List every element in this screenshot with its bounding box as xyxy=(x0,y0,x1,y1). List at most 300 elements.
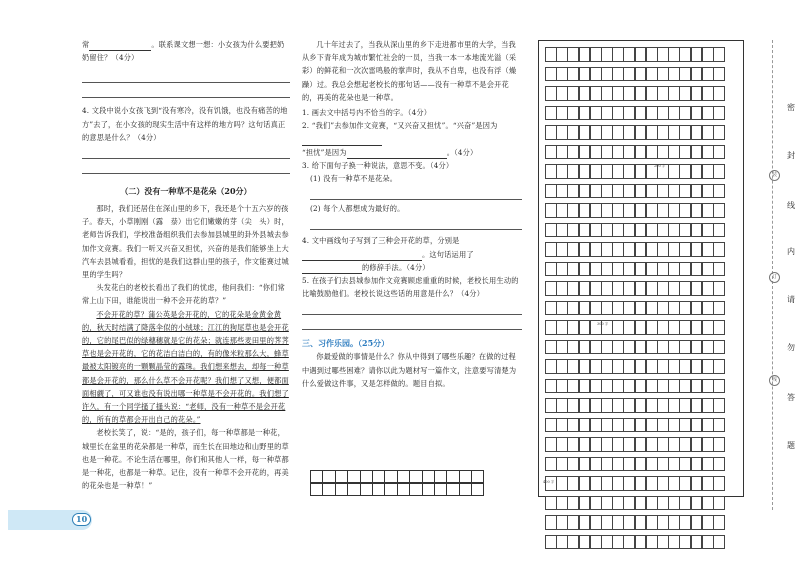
grid-cell[interactable] xyxy=(702,496,714,511)
grid-cell[interactable] xyxy=(702,359,714,374)
grid-cell[interactable] xyxy=(601,515,613,530)
grid-cell[interactable] xyxy=(668,67,680,82)
grid-cell[interactable] xyxy=(691,457,703,472)
grid-cell[interactable] xyxy=(545,398,557,413)
grid-cell[interactable] xyxy=(657,418,669,433)
answer-line[interactable] xyxy=(310,215,522,230)
grid-cell[interactable] xyxy=(635,262,647,277)
grid-cell[interactable] xyxy=(556,281,568,296)
grid-cell[interactable] xyxy=(335,483,348,496)
grid-cell[interactable] xyxy=(713,496,725,511)
grid-cell[interactable] xyxy=(623,145,635,160)
grid-cell[interactable] xyxy=(623,340,635,355)
grid-cell[interactable] xyxy=(590,515,602,530)
grid-cell[interactable] xyxy=(657,340,669,355)
grid-cell[interactable] xyxy=(679,67,691,82)
grid-cell[interactable] xyxy=(657,242,669,257)
grid-cell[interactable] xyxy=(657,379,669,394)
grid-cell[interactable] xyxy=(635,145,647,160)
grid-cell[interactable] xyxy=(702,184,714,199)
grid-cell[interactable] xyxy=(679,379,691,394)
grid-cell[interactable] xyxy=(601,359,613,374)
grid-cell[interactable] xyxy=(635,242,647,257)
grid-cell[interactable] xyxy=(646,535,658,550)
grid-cell[interactable] xyxy=(691,125,703,140)
grid-cell[interactable] xyxy=(691,359,703,374)
grid-cell[interactable] xyxy=(556,223,568,238)
grid-cell[interactable] xyxy=(623,281,635,296)
grid-cell[interactable] xyxy=(657,67,669,82)
grid-cell[interactable] xyxy=(623,379,635,394)
grid-cell[interactable] xyxy=(590,106,602,121)
grid-cell[interactable] xyxy=(635,496,647,511)
grid-cell[interactable] xyxy=(545,418,557,433)
grid-cell[interactable] xyxy=(601,301,613,316)
grid-cell[interactable] xyxy=(679,242,691,257)
grid-cell[interactable] xyxy=(579,476,591,491)
grid-cell[interactable] xyxy=(713,379,725,394)
grid-cell[interactable] xyxy=(556,67,568,82)
grid-cell[interactable] xyxy=(646,262,658,277)
grid-cell[interactable] xyxy=(567,67,579,82)
grid-cell[interactable] xyxy=(556,320,568,335)
grid-cell[interactable] xyxy=(459,470,472,483)
grid-cell[interactable] xyxy=(646,223,658,238)
grid-cell[interactable] xyxy=(679,47,691,62)
grid-cell[interactable] xyxy=(612,86,624,101)
grid-cell[interactable] xyxy=(567,47,579,62)
grid-cell[interactable] xyxy=(556,164,568,179)
grid-cell[interactable] xyxy=(691,515,703,530)
grid-cell[interactable] xyxy=(579,418,591,433)
grid-cell[interactable] xyxy=(590,496,602,511)
grid-cell[interactable] xyxy=(691,67,703,82)
grid-cell[interactable] xyxy=(713,457,725,472)
grid-cell[interactable] xyxy=(567,223,579,238)
grid-cell[interactable] xyxy=(623,476,635,491)
grid-cell[interactable] xyxy=(471,483,484,496)
grid-cell[interactable] xyxy=(556,418,568,433)
grid-cell[interactable] xyxy=(601,535,613,550)
grid-cell[interactable] xyxy=(668,340,680,355)
grid-cell[interactable] xyxy=(713,125,725,140)
grid-cell[interactable] xyxy=(601,437,613,452)
grid-cell[interactable] xyxy=(679,125,691,140)
grid-cell[interactable] xyxy=(635,164,647,179)
grid-cell[interactable] xyxy=(646,457,658,472)
grid-cell[interactable] xyxy=(657,476,669,491)
grid-cell[interactable] xyxy=(657,184,669,199)
grid-cell[interactable] xyxy=(545,340,557,355)
grid-cell[interactable] xyxy=(623,203,635,218)
grid-cell[interactable] xyxy=(713,535,725,550)
grid-cell[interactable] xyxy=(691,106,703,121)
grid-cell[interactable] xyxy=(567,184,579,199)
grid-cell[interactable] xyxy=(679,106,691,121)
grid-cell[interactable] xyxy=(372,483,385,496)
grid-cell[interactable] xyxy=(702,223,714,238)
grid-cell[interactable] xyxy=(691,496,703,511)
grid-cell[interactable] xyxy=(623,184,635,199)
grid-cell[interactable] xyxy=(635,106,647,121)
grid-cell[interactable] xyxy=(601,106,613,121)
grid-cell[interactable] xyxy=(691,242,703,257)
grid-cell[interactable] xyxy=(668,398,680,413)
grid-cell[interactable] xyxy=(590,145,602,160)
grid-cell[interactable] xyxy=(679,262,691,277)
grid-cell[interactable] xyxy=(635,301,647,316)
grid-cell[interactable] xyxy=(691,340,703,355)
grid-cell[interactable] xyxy=(657,535,669,550)
grid-cell[interactable] xyxy=(612,145,624,160)
grid-cell[interactable] xyxy=(623,320,635,335)
grid-cell[interactable] xyxy=(567,281,579,296)
grid-cell[interactable] xyxy=(713,145,725,160)
grid-cell[interactable] xyxy=(657,47,669,62)
grid-cell[interactable] xyxy=(434,470,447,483)
grid-cell[interactable] xyxy=(713,242,725,257)
grid-cell[interactable] xyxy=(623,164,635,179)
grid-cell[interactable] xyxy=(397,483,410,496)
grid-cell[interactable] xyxy=(713,359,725,374)
grid-cell[interactable] xyxy=(702,476,714,491)
grid-cell[interactable] xyxy=(601,67,613,82)
grid-cell[interactable] xyxy=(579,106,591,121)
grid-cell[interactable] xyxy=(679,86,691,101)
grid-cell[interactable] xyxy=(556,457,568,472)
grid-cell[interactable] xyxy=(668,476,680,491)
grid-cell[interactable] xyxy=(579,535,591,550)
grid-cell[interactable] xyxy=(590,437,602,452)
grid-cell[interactable] xyxy=(702,437,714,452)
grid-cell[interactable] xyxy=(545,496,557,511)
grid-cell[interactable] xyxy=(612,67,624,82)
grid-cell[interactable] xyxy=(579,86,591,101)
grid-cell[interactable] xyxy=(556,379,568,394)
grid-cell[interactable] xyxy=(556,242,568,257)
grid-cell[interactable] xyxy=(446,470,459,483)
grid-cell[interactable] xyxy=(646,301,658,316)
answer-blank[interactable] xyxy=(302,264,362,274)
grid-cell[interactable] xyxy=(713,437,725,452)
grid-cell[interactable] xyxy=(612,184,624,199)
grid-cell[interactable] xyxy=(612,398,624,413)
answer-line[interactable] xyxy=(82,68,290,83)
grid-cell[interactable] xyxy=(384,483,397,496)
grid-cell[interactable] xyxy=(601,262,613,277)
grid-cell[interactable] xyxy=(612,496,624,511)
grid-cell[interactable] xyxy=(668,418,680,433)
grid-cell[interactable] xyxy=(545,242,557,257)
grid-cell[interactable] xyxy=(579,398,591,413)
grid-cell[interactable] xyxy=(590,242,602,257)
grid-cell[interactable] xyxy=(601,184,613,199)
grid-cell[interactable] xyxy=(713,320,725,335)
grid-cell[interactable] xyxy=(657,359,669,374)
grid-cell[interactable] xyxy=(691,418,703,433)
grid-cell[interactable] xyxy=(322,483,335,496)
grid-cell[interactable] xyxy=(409,470,422,483)
grid-cell[interactable] xyxy=(702,535,714,550)
grid-cell[interactable] xyxy=(601,242,613,257)
grid-cell[interactable] xyxy=(691,203,703,218)
grid-cell[interactable] xyxy=(556,301,568,316)
grid-cell[interactable] xyxy=(579,496,591,511)
grid-cell[interactable] xyxy=(646,145,658,160)
grid-cell[interactable] xyxy=(668,281,680,296)
grid-cell[interactable] xyxy=(679,535,691,550)
grid-cell[interactable] xyxy=(646,359,658,374)
composition-start-grid[interactable] xyxy=(310,470,498,496)
grid-cell[interactable] xyxy=(601,476,613,491)
grid-cell[interactable] xyxy=(646,47,658,62)
grid-cell[interactable] xyxy=(635,47,647,62)
grid-cell[interactable] xyxy=(409,483,422,496)
answer-line[interactable] xyxy=(302,315,522,330)
grid-cell[interactable] xyxy=(471,470,484,483)
grid-cell[interactable] xyxy=(702,106,714,121)
grid-cell[interactable] xyxy=(567,203,579,218)
grid-cell[interactable] xyxy=(679,496,691,511)
grid-cell[interactable] xyxy=(567,476,579,491)
grid-cell[interactable] xyxy=(679,320,691,335)
grid-cell[interactable] xyxy=(601,340,613,355)
grid-cell[interactable] xyxy=(635,379,647,394)
grid-cell[interactable] xyxy=(657,281,669,296)
grid-cell[interactable] xyxy=(579,359,591,374)
grid-cell[interactable] xyxy=(612,47,624,62)
grid-cell[interactable] xyxy=(579,340,591,355)
grid-cell[interactable] xyxy=(590,223,602,238)
grid-cell[interactable] xyxy=(635,86,647,101)
grid-cell[interactable] xyxy=(646,340,658,355)
grid-cell[interactable] xyxy=(646,281,658,296)
grid-cell[interactable] xyxy=(713,184,725,199)
grid-cell[interactable] xyxy=(668,457,680,472)
grid-cell[interactable] xyxy=(679,164,691,179)
grid-cell[interactable] xyxy=(713,281,725,296)
grid-cell[interactable] xyxy=(646,476,658,491)
grid-cell[interactable] xyxy=(623,106,635,121)
grid-cell[interactable] xyxy=(590,457,602,472)
grid-cell[interactable] xyxy=(691,476,703,491)
grid-cell[interactable] xyxy=(590,281,602,296)
grid-cell[interactable] xyxy=(635,320,647,335)
grid-cell[interactable] xyxy=(601,223,613,238)
grid-cell[interactable] xyxy=(691,164,703,179)
grid-cell[interactable] xyxy=(668,437,680,452)
grid-cell[interactable] xyxy=(384,470,397,483)
grid-cell[interactable] xyxy=(635,398,647,413)
grid-cell[interactable] xyxy=(713,515,725,530)
grid-cell[interactable] xyxy=(612,535,624,550)
grid-cell[interactable] xyxy=(646,515,658,530)
grid-cell[interactable] xyxy=(713,47,725,62)
grid-cell[interactable] xyxy=(691,86,703,101)
grid-cell[interactable] xyxy=(567,125,579,140)
grid-cell[interactable] xyxy=(668,515,680,530)
grid-cell[interactable] xyxy=(702,457,714,472)
grid-cell[interactable] xyxy=(556,515,568,530)
grid-cell[interactable] xyxy=(590,535,602,550)
grid-cell[interactable] xyxy=(590,184,602,199)
grid-cell[interactable] xyxy=(691,320,703,335)
grid-cell[interactable] xyxy=(567,398,579,413)
grid-cell[interactable] xyxy=(590,203,602,218)
grid-cell[interactable] xyxy=(635,437,647,452)
grid-cell[interactable] xyxy=(601,379,613,394)
grid-cell[interactable] xyxy=(579,145,591,160)
grid-cell[interactable] xyxy=(713,86,725,101)
grid-cell[interactable] xyxy=(545,164,557,179)
grid-cell[interactable] xyxy=(579,515,591,530)
grid-cell[interactable] xyxy=(668,301,680,316)
grid-cell[interactable] xyxy=(668,125,680,140)
grid-cell[interactable] xyxy=(579,223,591,238)
grid-cell[interactable] xyxy=(545,125,557,140)
grid-cell[interactable] xyxy=(612,203,624,218)
grid-cell[interactable] xyxy=(556,359,568,374)
grid-cell[interactable] xyxy=(635,476,647,491)
grid-cell[interactable] xyxy=(545,457,557,472)
grid-cell[interactable] xyxy=(668,320,680,335)
grid-cell[interactable] xyxy=(567,301,579,316)
grid-cell[interactable] xyxy=(623,398,635,413)
grid-cell[interactable] xyxy=(668,164,680,179)
grid-cell[interactable] xyxy=(635,223,647,238)
grid-cell[interactable] xyxy=(623,418,635,433)
grid-cell[interactable] xyxy=(679,340,691,355)
grid-cell[interactable] xyxy=(646,67,658,82)
grid-cell[interactable] xyxy=(556,340,568,355)
grid-cell[interactable] xyxy=(310,470,323,483)
grid-cell[interactable] xyxy=(679,515,691,530)
grid-cell[interactable] xyxy=(702,67,714,82)
grid-cell[interactable] xyxy=(702,379,714,394)
grid-cell[interactable] xyxy=(646,106,658,121)
grid-cell[interactable] xyxy=(545,535,557,550)
grid-cell[interactable] xyxy=(567,437,579,452)
grid-cell[interactable] xyxy=(567,379,579,394)
grid-cell[interactable] xyxy=(567,515,579,530)
grid-cell[interactable] xyxy=(657,437,669,452)
grid-cell[interactable] xyxy=(691,437,703,452)
grid-cell[interactable] xyxy=(702,320,714,335)
grid-cell[interactable] xyxy=(590,86,602,101)
grid-cell[interactable] xyxy=(567,86,579,101)
grid-cell[interactable] xyxy=(713,301,725,316)
grid-cell[interactable] xyxy=(567,106,579,121)
answer-blank[interactable] xyxy=(302,136,382,146)
grid-cell[interactable] xyxy=(635,203,647,218)
grid-cell[interactable] xyxy=(635,184,647,199)
grid-cell[interactable] xyxy=(590,359,602,374)
grid-cell[interactable] xyxy=(601,203,613,218)
grid-cell[interactable] xyxy=(612,125,624,140)
grid-cell[interactable] xyxy=(545,301,557,316)
grid-cell[interactable] xyxy=(612,281,624,296)
grid-cell[interactable] xyxy=(545,437,557,452)
grid-cell[interactable] xyxy=(657,203,669,218)
grid-cell[interactable] xyxy=(579,242,591,257)
grid-cell[interactable] xyxy=(668,203,680,218)
grid-cell[interactable] xyxy=(713,106,725,121)
grid-cell[interactable] xyxy=(612,457,624,472)
grid-cell[interactable] xyxy=(556,145,568,160)
grid-cell[interactable] xyxy=(646,418,658,433)
answer-line[interactable] xyxy=(82,159,290,174)
grid-cell[interactable] xyxy=(556,184,568,199)
grid-cell[interactable] xyxy=(590,125,602,140)
grid-cell[interactable] xyxy=(567,418,579,433)
grid-cell[interactable] xyxy=(623,496,635,511)
grid-cell[interactable] xyxy=(635,67,647,82)
grid-cell[interactable] xyxy=(623,223,635,238)
grid-cell[interactable] xyxy=(545,203,557,218)
grid-cell[interactable] xyxy=(579,281,591,296)
grid-cell[interactable] xyxy=(612,418,624,433)
grid-cell[interactable] xyxy=(567,457,579,472)
grid-cell[interactable] xyxy=(612,340,624,355)
grid-cell[interactable] xyxy=(347,470,360,483)
grid-cell[interactable] xyxy=(646,379,658,394)
grid-cell[interactable] xyxy=(679,301,691,316)
grid-cell[interactable] xyxy=(579,125,591,140)
grid-cell[interactable] xyxy=(657,398,669,413)
grid-cell[interactable] xyxy=(679,457,691,472)
grid-cell[interactable] xyxy=(556,535,568,550)
grid-cell[interactable] xyxy=(702,86,714,101)
grid-cell[interactable] xyxy=(713,203,725,218)
grid-cell[interactable] xyxy=(679,203,691,218)
answer-line[interactable] xyxy=(310,185,522,200)
grid-cell[interactable] xyxy=(556,496,568,511)
grid-cell[interactable] xyxy=(635,125,647,140)
grid-cell[interactable] xyxy=(567,359,579,374)
grid-cell[interactable] xyxy=(713,67,725,82)
grid-cell[interactable] xyxy=(646,184,658,199)
grid-cell[interactable] xyxy=(545,67,557,82)
grid-cell[interactable] xyxy=(556,398,568,413)
grid-cell[interactable] xyxy=(579,301,591,316)
grid-cell[interactable] xyxy=(579,262,591,277)
grid-cell[interactable] xyxy=(567,242,579,257)
grid-cell[interactable] xyxy=(657,86,669,101)
grid-cell[interactable] xyxy=(679,476,691,491)
grid-cell[interactable] xyxy=(668,242,680,257)
grid-cell[interactable] xyxy=(446,483,459,496)
grid-cell[interactable] xyxy=(679,145,691,160)
grid-cell[interactable] xyxy=(623,242,635,257)
grid-cell[interactable] xyxy=(623,457,635,472)
grid-cell[interactable] xyxy=(545,359,557,374)
grid-cell[interactable] xyxy=(668,47,680,62)
grid-cell[interactable] xyxy=(635,535,647,550)
grid-cell[interactable] xyxy=(590,164,602,179)
grid-cell[interactable] xyxy=(668,223,680,238)
grid-cell[interactable] xyxy=(657,301,669,316)
grid-cell[interactable] xyxy=(691,379,703,394)
grid-cell[interactable] xyxy=(635,281,647,296)
grid-cell[interactable] xyxy=(646,242,658,257)
grid-cell[interactable] xyxy=(556,476,568,491)
grid-cell[interactable] xyxy=(545,515,557,530)
grid-cell[interactable] xyxy=(679,418,691,433)
grid-cell[interactable] xyxy=(646,125,658,140)
grid-cell[interactable] xyxy=(545,145,557,160)
grid-cell[interactable] xyxy=(556,47,568,62)
grid-cell[interactable] xyxy=(545,223,557,238)
